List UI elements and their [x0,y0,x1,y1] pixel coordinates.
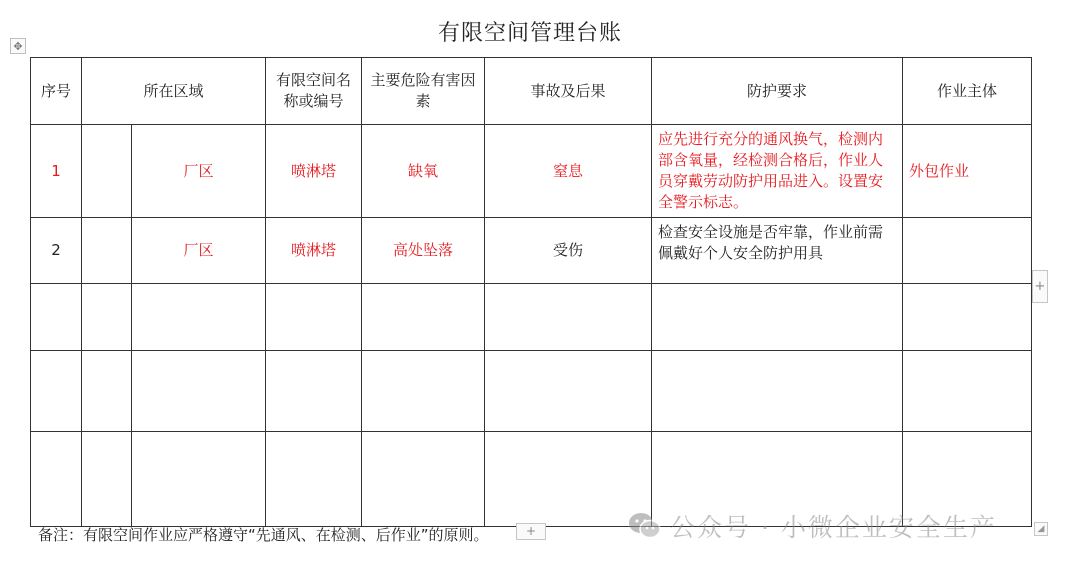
empty-cell[interactable] [362,432,485,527]
header-hazard: 主要危险有害因素 [362,58,485,125]
empty-cell[interactable] [132,432,266,527]
watermark-text: 公众号 · 小微企业安全生产 [670,513,997,542]
row1-hazard[interactable]: 缺氧 [362,125,485,218]
empty-cell[interactable] [903,351,1032,432]
empty-cell[interactable] [652,351,903,432]
empty-cell[interactable] [82,351,132,432]
table-header-row [31,58,1032,125]
empty-cell[interactable] [132,351,266,432]
empty-cell[interactable] [82,432,132,527]
row2-operator[interactable] [903,218,1032,284]
empty-cell[interactable] [485,351,652,432]
watermark [628,508,997,544]
row1-consequence[interactable]: 窒息 [485,125,652,218]
empty-cell[interactable] [652,284,903,351]
header-space-name: 有限空间名称或编号 [266,58,362,125]
table-row [31,125,1032,218]
empty-cell[interactable] [485,284,652,351]
header-operator: 作业主体 [903,58,1032,125]
empty-cell[interactable] [485,432,652,527]
row1-protection[interactable]: 应先进行充分的通风换气，检测内部含氧量，经检测合格后，作业人员穿戴劳动防护用品进入。设置安全警示标志。 [652,125,903,218]
empty-cell[interactable] [132,284,266,351]
empty-cell[interactable] [266,284,362,351]
empty-cell[interactable] [903,284,1032,351]
row2-space-name[interactable]: 喷淋塔 [266,218,362,284]
header-no: 序号 [31,58,82,125]
add-row-plus-icon[interactable]: + [516,523,546,540]
row1-no[interactable]: 1 [31,125,82,218]
table-row [31,284,1032,351]
empty-cell[interactable] [362,351,485,432]
header-consequence: 事故及后果 [485,58,652,125]
row2-area[interactable]: 厂区 [132,218,266,284]
document-title: 有限空间管理台账 [437,21,622,46]
table-resize-icon[interactable]: ◢ [1034,522,1048,536]
ledger-table [30,57,1032,527]
row2-protection[interactable]: 检查安全设施是否牢靠，作业前需佩戴好个人安全防护用具 [652,218,903,284]
empty-cell[interactable] [362,284,485,351]
row2-consequence[interactable]: 受伤 [485,218,652,284]
row2-blank[interactable] [82,218,132,284]
footnote: 备注：有限空间作业应严格遵守“先通风、在检测、后作业”的原则。 [38,526,489,544]
empty-cell[interactable] [31,432,82,527]
empty-cell[interactable] [31,351,82,432]
empty-cell[interactable] [266,432,362,527]
wechat-icon [628,511,662,541]
row2-hazard[interactable]: 高处坠落 [362,218,485,284]
empty-cell[interactable] [31,284,82,351]
row1-area[interactable]: 厂区 [132,125,266,218]
table-move-handle-icon[interactable]: ✥ [10,38,26,54]
empty-cell[interactable] [266,351,362,432]
row1-operator[interactable]: 外包作业 [903,125,1032,218]
table-row [31,351,1032,432]
empty-cell[interactable] [82,284,132,351]
header-protection: 防护要求 [652,58,903,125]
add-column-plus-icon[interactable]: + [1032,270,1048,303]
row1-space-name[interactable]: 喷淋塔 [266,125,362,218]
table-row [31,218,1032,284]
row2-no[interactable]: 2 [31,218,82,284]
header-area: 所在区域 [82,58,266,125]
row1-blank[interactable] [82,125,132,218]
